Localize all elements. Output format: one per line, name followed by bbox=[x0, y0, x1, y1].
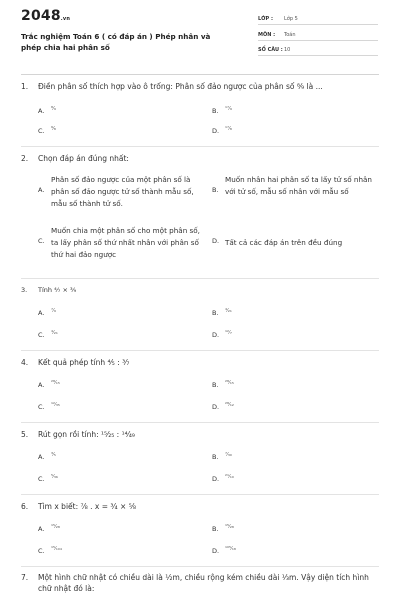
option-value: ⁸⁄₉ bbox=[51, 106, 56, 112]
meta-row-subject bbox=[258, 28, 378, 41]
meta-key: LỚP : bbox=[258, 16, 273, 22]
option-value: ⁹⁄₈ bbox=[51, 126, 56, 132]
option-value: ¹⁷⁄₉ bbox=[225, 106, 232, 112]
option-label: C. bbox=[38, 403, 45, 411]
option-value: ⁷⁄₃₀ bbox=[225, 452, 232, 458]
question-number: 1. bbox=[21, 82, 29, 91]
header-divider bbox=[21, 74, 379, 75]
question-number: 3. bbox=[21, 286, 28, 294]
option-value: ¹⁵⁄₂₈ bbox=[51, 524, 60, 530]
question-separator bbox=[21, 278, 379, 279]
option-label: D. bbox=[212, 475, 220, 483]
question-number: 5. bbox=[21, 430, 29, 439]
option-label: B. bbox=[212, 525, 219, 533]
option-label: C. bbox=[38, 475, 45, 483]
option-value: ²⁸⁄₁₅ bbox=[51, 380, 60, 386]
option-value: ²⁸⁄₁₅ bbox=[225, 380, 234, 386]
logo-text: 2048 bbox=[21, 8, 61, 24]
option-label: A. bbox=[38, 107, 45, 115]
option-b[interactable] bbox=[212, 174, 380, 214]
option-value: ¹⁵⁄₁₀₄ bbox=[51, 546, 62, 552]
meta-row-count bbox=[258, 43, 378, 56]
option-value: ⁴⁄₂₁ bbox=[225, 308, 232, 314]
meta-key: SỐ CÂU : bbox=[258, 47, 283, 53]
meta-key: MÔN : bbox=[258, 32, 276, 38]
question-number: 6. bbox=[21, 502, 29, 511]
option-label: D. bbox=[212, 547, 220, 555]
option-label: C. bbox=[38, 331, 45, 339]
question-number: 2. bbox=[21, 154, 29, 163]
option-value: ⁷⁄₉ bbox=[51, 308, 56, 314]
meta-value: 10 bbox=[284, 47, 291, 53]
question-separator bbox=[21, 566, 379, 567]
question-text: Tính ⁴⁄₇ × ³⁄₉ bbox=[38, 286, 77, 294]
option-value: ²⁸⁄₁₂ bbox=[225, 402, 234, 408]
question-text: Rút gọn rồi tính: ¹⁵⁄₂₅ : ¹⁴⁄₄₉ bbox=[38, 430, 135, 439]
document-title: Trắc nghiệm Toán 6 ( có đáp án ) Phép nhân và phép chia hai phân số bbox=[21, 32, 211, 52]
question-separator bbox=[21, 494, 379, 495]
logo-suffix: .vn bbox=[60, 16, 71, 22]
option-label: B. bbox=[212, 309, 219, 317]
option-value: ⁵⁄₃₆ bbox=[51, 474, 58, 480]
document-header bbox=[0, 0, 400, 75]
question-separator bbox=[21, 146, 379, 147]
option-label: B. bbox=[212, 107, 219, 115]
meta-row-class bbox=[258, 12, 378, 25]
option-value: Phân số đảo ngược của một phân số là phân số đảo ngược tử số thành mẫu số, mẫu số thành tử số. bbox=[51, 175, 194, 208]
option-a[interactable] bbox=[38, 174, 206, 214]
option-label: B. bbox=[212, 453, 219, 461]
option-label: D. bbox=[212, 331, 220, 339]
meta-value: Lớp 5 bbox=[284, 16, 298, 22]
option-label: B. bbox=[212, 186, 219, 194]
option-label: A. bbox=[38, 186, 45, 194]
question-separator bbox=[21, 350, 379, 351]
option-label: C. bbox=[38, 237, 45, 245]
question-text: Tìm x biết: ⁷⁄₈ . x = ³⁄₄ × ⁵⁄₈ bbox=[38, 502, 136, 511]
question-text: Chọn đáp án đúng nhất: bbox=[38, 154, 129, 163]
option-value: ¹⁷⁄₈ bbox=[225, 126, 232, 132]
option-label: C. bbox=[38, 127, 45, 135]
option-value: ¹²⁄₇ bbox=[225, 330, 232, 336]
option-value: Tất cả các đáp án trên đều đúng bbox=[225, 238, 343, 247]
option-value: ¹²⁄₃₅ bbox=[51, 402, 60, 408]
option-label: A. bbox=[38, 453, 45, 461]
option-value: Muốn chia một phân số cho một phân số, ta lấy phân số thứ nhất nhân với phân số thứ hai đảo ngược bbox=[51, 226, 200, 259]
option-label: A. bbox=[38, 525, 45, 533]
option-value: ²¹⁄₁₀ bbox=[225, 474, 234, 480]
option-label: B. bbox=[212, 381, 219, 389]
meta-value: Toán bbox=[284, 32, 296, 38]
question-text: Một hình chữ nhật có chiều dài là ¹⁄₂m, chiều rộng kém chiều dài ¹⁄₃m. Vậy diện tích hình chữ nhật đó là: bbox=[38, 573, 369, 593]
option-value: ¹⁰⁵⁄₁₈ bbox=[225, 546, 236, 552]
site-logo[interactable] bbox=[21, 8, 70, 24]
option-value: Muốn nhân hai phân số ta lấy tử số nhân với tử số, mẫu số nhân với mẫu số bbox=[225, 175, 372, 196]
question-text: Điền phân số thích hợp vào ô trống: Phân số đảo ngược của phân số ⁸⁄₉ là ... bbox=[38, 82, 323, 91]
question-separator bbox=[21, 422, 379, 423]
option-label: A. bbox=[38, 381, 45, 389]
option-value: ³⁄₅ bbox=[51, 452, 56, 458]
option-label: A. bbox=[38, 309, 45, 317]
question-number: 7. bbox=[21, 573, 29, 582]
option-label: C. bbox=[38, 547, 45, 555]
option-label: D. bbox=[212, 237, 220, 245]
option-value: ¹⁵⁄₂₈ bbox=[225, 524, 234, 530]
question-text: Kết quả phép tính ⁴⁄₅ : ³⁄₇ bbox=[38, 358, 130, 367]
question-number: 4. bbox=[21, 358, 29, 367]
option-label: D. bbox=[212, 403, 220, 411]
option-label: D. bbox=[212, 127, 220, 135]
option-value: ⁴⁄₂₁ bbox=[51, 330, 58, 336]
option-c[interactable] bbox=[38, 225, 206, 265]
